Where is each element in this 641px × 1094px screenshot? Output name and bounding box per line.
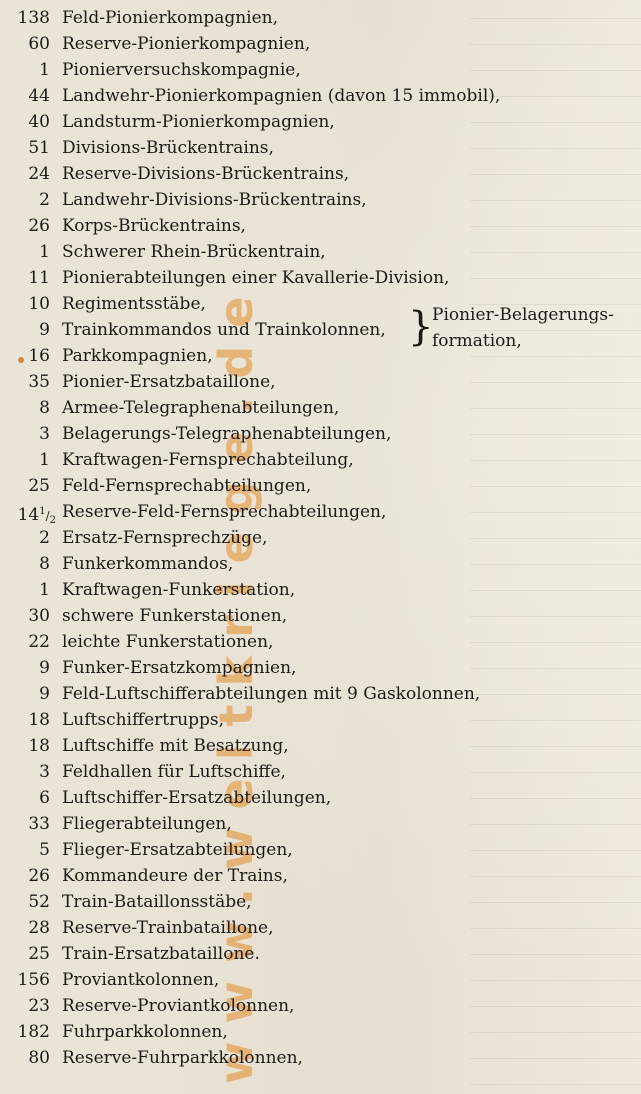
item-label: Trainkommandos und Trainkolonnen, — [62, 320, 386, 340]
item-label: Train-Ersatzbataillone. — [62, 944, 260, 964]
item-count: 5 — [39, 840, 50, 860]
item-count: 9 — [39, 684, 50, 704]
item-label: Train-Bataillonsstäbe, — [62, 892, 252, 912]
item-count: 22 — [28, 632, 50, 652]
item-label: Reserve-Proviantkolonnen, — [62, 996, 295, 1016]
item-label: Reserve-Divisions-Brückentrains, — [62, 164, 350, 184]
item-count: 2 — [39, 190, 50, 210]
brace-symbol: } — [408, 304, 434, 350]
item-label: Ersatz-Fernsprechzüge, — [62, 528, 268, 548]
item-count: 52 — [28, 892, 50, 912]
item-count: 18 — [28, 736, 50, 756]
item-count: 26 — [28, 216, 50, 236]
item-count: 16 — [28, 346, 50, 366]
item-count: 3 — [39, 762, 50, 782]
item-count: 26 — [28, 866, 50, 886]
item-label: Reserve-Trainbataillone, — [62, 918, 274, 938]
item-count: 8 — [39, 554, 50, 574]
item-label: Feldhallen für Luftschiffe, — [62, 762, 286, 782]
item-label: Landwehr-Pionierkompagnien (davon 15 immobil), — [62, 86, 501, 106]
item-label: Luftschiffer-Ersatzabteilungen, — [62, 788, 332, 808]
item-label: Kraftwagen-Fernsprechabteilung, — [62, 450, 354, 470]
item-label: Pionierabteilungen einer Kavallerie-Division, — [62, 268, 450, 288]
item-count: 6 — [39, 788, 50, 808]
item-count: 18 — [28, 710, 50, 730]
item-label: Reserve-Fuhrparkkolonnen, — [62, 1048, 303, 1068]
item-count: 28 — [28, 918, 50, 938]
item-count: 2 — [39, 528, 50, 548]
item-count: 24 — [28, 164, 50, 184]
item-count: 40 — [28, 112, 50, 132]
item-count: 11 — [28, 268, 50, 288]
item-count: 30 — [28, 606, 50, 626]
fraction-slash: / — [45, 509, 50, 523]
item-label: Feld-Fernsprechabteilungen, — [62, 476, 312, 496]
item-count: 51 — [28, 138, 50, 158]
item-label: schwere Funkerstationen, — [62, 606, 288, 626]
watermark: www.weltkriege.de — [209, 278, 263, 1084]
item-label: Feld-Pionierkompagnien, — [62, 8, 279, 28]
item-count: 23 — [28, 996, 50, 1016]
item-label: Landwehr-Divisions-Brückentrains, — [62, 190, 367, 210]
side-note-line1: Pionier-Belagerungs- — [432, 305, 614, 325]
item-count: 138 — [17, 8, 50, 28]
item-label: Regimentsstäbe, — [62, 294, 206, 314]
item-count: 1 — [39, 242, 50, 262]
item-count: 35 — [28, 372, 50, 392]
item-label: Armee-Telegraphenabteilungen, — [62, 398, 340, 418]
show-through-text — [470, 0, 641, 1094]
item-count: 10 — [28, 294, 50, 314]
item-count: 3 — [39, 424, 50, 444]
item-count: 1 — [39, 580, 50, 600]
item-count: 44 — [28, 86, 50, 106]
item-label: Proviantkolonnen, — [62, 970, 220, 990]
item-label: Belagerungs-Telegraphenabteilungen, — [62, 424, 392, 444]
fraction-denominator: 2 — [49, 515, 56, 526]
item-label: Schwerer Rhein-Brückentrain, — [62, 242, 326, 262]
item-label: Reserve-Pionierkompagnien, — [62, 34, 311, 54]
item-count: 182 — [17, 1022, 50, 1042]
item-count: 80 — [28, 1048, 50, 1068]
item-count: 1 — [39, 60, 50, 80]
item-count: 9 — [39, 658, 50, 678]
item-label: leichte Funkerstationen, — [62, 632, 274, 652]
item-count: 25 — [28, 944, 50, 964]
item-label: Luftschiffe mit Besatzung, — [62, 736, 289, 756]
item-label: Fuhrparkkolonnen, — [62, 1022, 228, 1042]
item-label: Funker-Ersatzkompagnien, — [62, 658, 297, 678]
item-label: Feld-Luftschifferabteilungen mit 9 Gaskolonnen, — [62, 684, 481, 704]
item-count: 1 — [39, 450, 50, 470]
item-count: 9 — [39, 320, 50, 340]
item-label: Divisions-Brückentrains, — [62, 138, 274, 158]
item-label: Fliegerabteilungen, — [62, 814, 232, 834]
item-count: 8 — [39, 398, 50, 418]
item-count: 60 — [28, 34, 50, 54]
fraction-numerator: 1 — [39, 506, 46, 517]
side-note-line2: formation, — [432, 331, 522, 351]
item-count: 25 — [28, 476, 50, 496]
item-label: Korps-Brückentrains, — [62, 216, 246, 236]
item-label: Funkerkommandos, — [62, 554, 234, 574]
item-label: Luftschiffertrupps, — [62, 710, 225, 730]
item-label: Parkkompagnien, — [62, 346, 213, 366]
item-label: Kommandeure der Trains, — [62, 866, 288, 886]
item-label: Landsturm-Pionierkompagnien, — [62, 112, 335, 132]
item-label: Pionierversuchskompagnie, — [62, 60, 301, 80]
item-label: Pionier-Ersatzbataillone, — [62, 372, 276, 392]
item-count-whole: 14 — [17, 505, 40, 525]
item-count: 33 — [28, 814, 50, 834]
item-count: 156 — [17, 970, 50, 990]
item-label: Kraftwagen-Funkerstation, — [62, 580, 296, 600]
item-label: Flieger-Ersatzabteilungen, — [62, 840, 293, 860]
item-label: Reserve-Feld-Fernsprechabteilungen, — [62, 502, 387, 522]
